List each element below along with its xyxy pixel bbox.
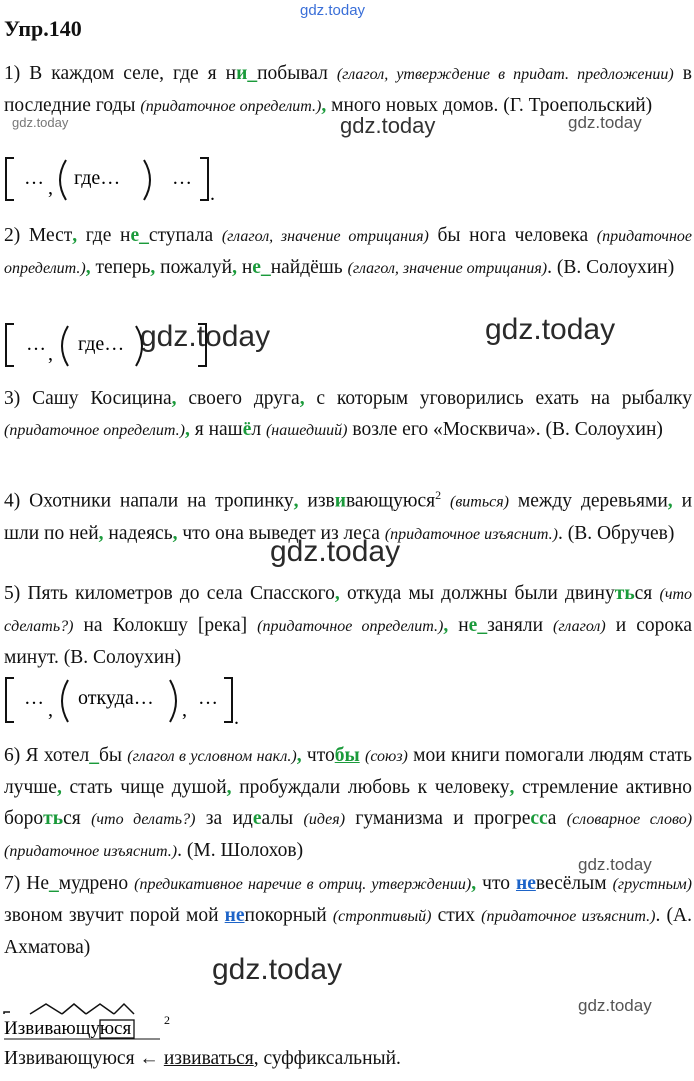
exercise-title: Упр.140	[4, 16, 82, 41]
scheme-dots: …	[24, 687, 44, 709]
scheme-comma: ,	[48, 699, 53, 721]
sentence-scheme-3	[2, 672, 252, 730]
scheme-comma: ,	[48, 343, 53, 365]
watermark: gdz.today	[270, 535, 401, 568]
sentence-6: 6) Я хотел_бы (глагол в условном накл.), чтобы (союз) мои книги помогали людям стать лучше, стать чище душой, пробуждали любовь к человеку, стремление активно бороться (что делать?) за идеалы (идея) гуманизма и прогресса (словарное слово) (придаточное изъяснит.). (М. Шолохов)	[4, 745, 693, 861]
watermark: gdz.today	[140, 320, 271, 353]
watermark: gdz.today	[300, 2, 366, 19]
scheme-period: .	[210, 183, 215, 205]
sentence-4: 4) Охотники напали на тропинку, извивающуюся$^2$ (виться) между деревьями, и шли по ней, надеясь, что она выведет из леса (придаточное изъяснит.). (В. Обручев)	[4, 488, 693, 544]
scheme-dots: …	[198, 687, 218, 709]
morph-word: Извивающуюся	[4, 1018, 132, 1039]
scheme-clause: где…	[74, 167, 121, 189]
watermark: gdz.today	[12, 115, 69, 130]
watermark: gdz.today	[485, 313, 616, 346]
scheme-dots: …	[24, 167, 44, 189]
sentence-2: 2) Мест, где не_ступала (глагол, значение отрицания) бы нога человека (придаточное определит.), теперь, пожалуй, не_найдёшь (глагол, значение отрицания). (В. Солоухин)	[4, 225, 693, 278]
watermark: gdz.today	[578, 855, 652, 874]
scheme-dots: …	[172, 167, 192, 189]
morphemic-parsing	[0, 1000, 200, 1042]
scheme-period: .	[234, 707, 239, 729]
scheme-comma: ,	[182, 699, 187, 721]
watermark: gdz.today	[212, 953, 343, 986]
word-formation: Извивающуюся ← извиваться, суффиксальный.	[4, 1048, 401, 1069]
sentence-5: 5) Пять километров до села Спасского, откуда мы должны были двинуться (что сделать?) на Колокшу [река] (придаточное определит.), не_заняли (глагол) и сорока минут. (В. Солоухин)	[4, 583, 692, 668]
scheme-clause: где…	[78, 333, 125, 355]
scheme-clause: откуда…	[78, 687, 154, 709]
sentence-scheme-2	[2, 318, 222, 374]
sentence-1: 1) В каждом селе, где я ни_побывал (глагол, утверждение в придат. предложении) в последние годы (придаточное определит.), много новых домов. (Г. Троепольский)	[4, 63, 692, 116]
sentence-scheme-1	[2, 150, 222, 210]
scheme-dots: …	[26, 333, 46, 355]
watermark: gdz.today	[340, 113, 436, 138]
scheme-comma: ,	[48, 177, 53, 199]
morph-sup: 2	[164, 1013, 170, 1027]
sentence-7: 7) Не_мудрено (предикативное наречие в отриц. утверждении), что невесёлым (грустным) звоном звучит порой мой непокорный (строптивый) стих (придаточное изъяснит.). (А. Ахматова)	[4, 873, 693, 958]
sentence-3: 3) Сашу Косицина, своего друга, с которым уговорились ехать на рыбалку (придаточное определит.), я нашёл (нашедший) возле его «Москвича». (В. Солоухин)	[4, 388, 692, 440]
watermark: gdz.today	[568, 113, 642, 132]
watermark: gdz.today	[578, 996, 652, 1015]
